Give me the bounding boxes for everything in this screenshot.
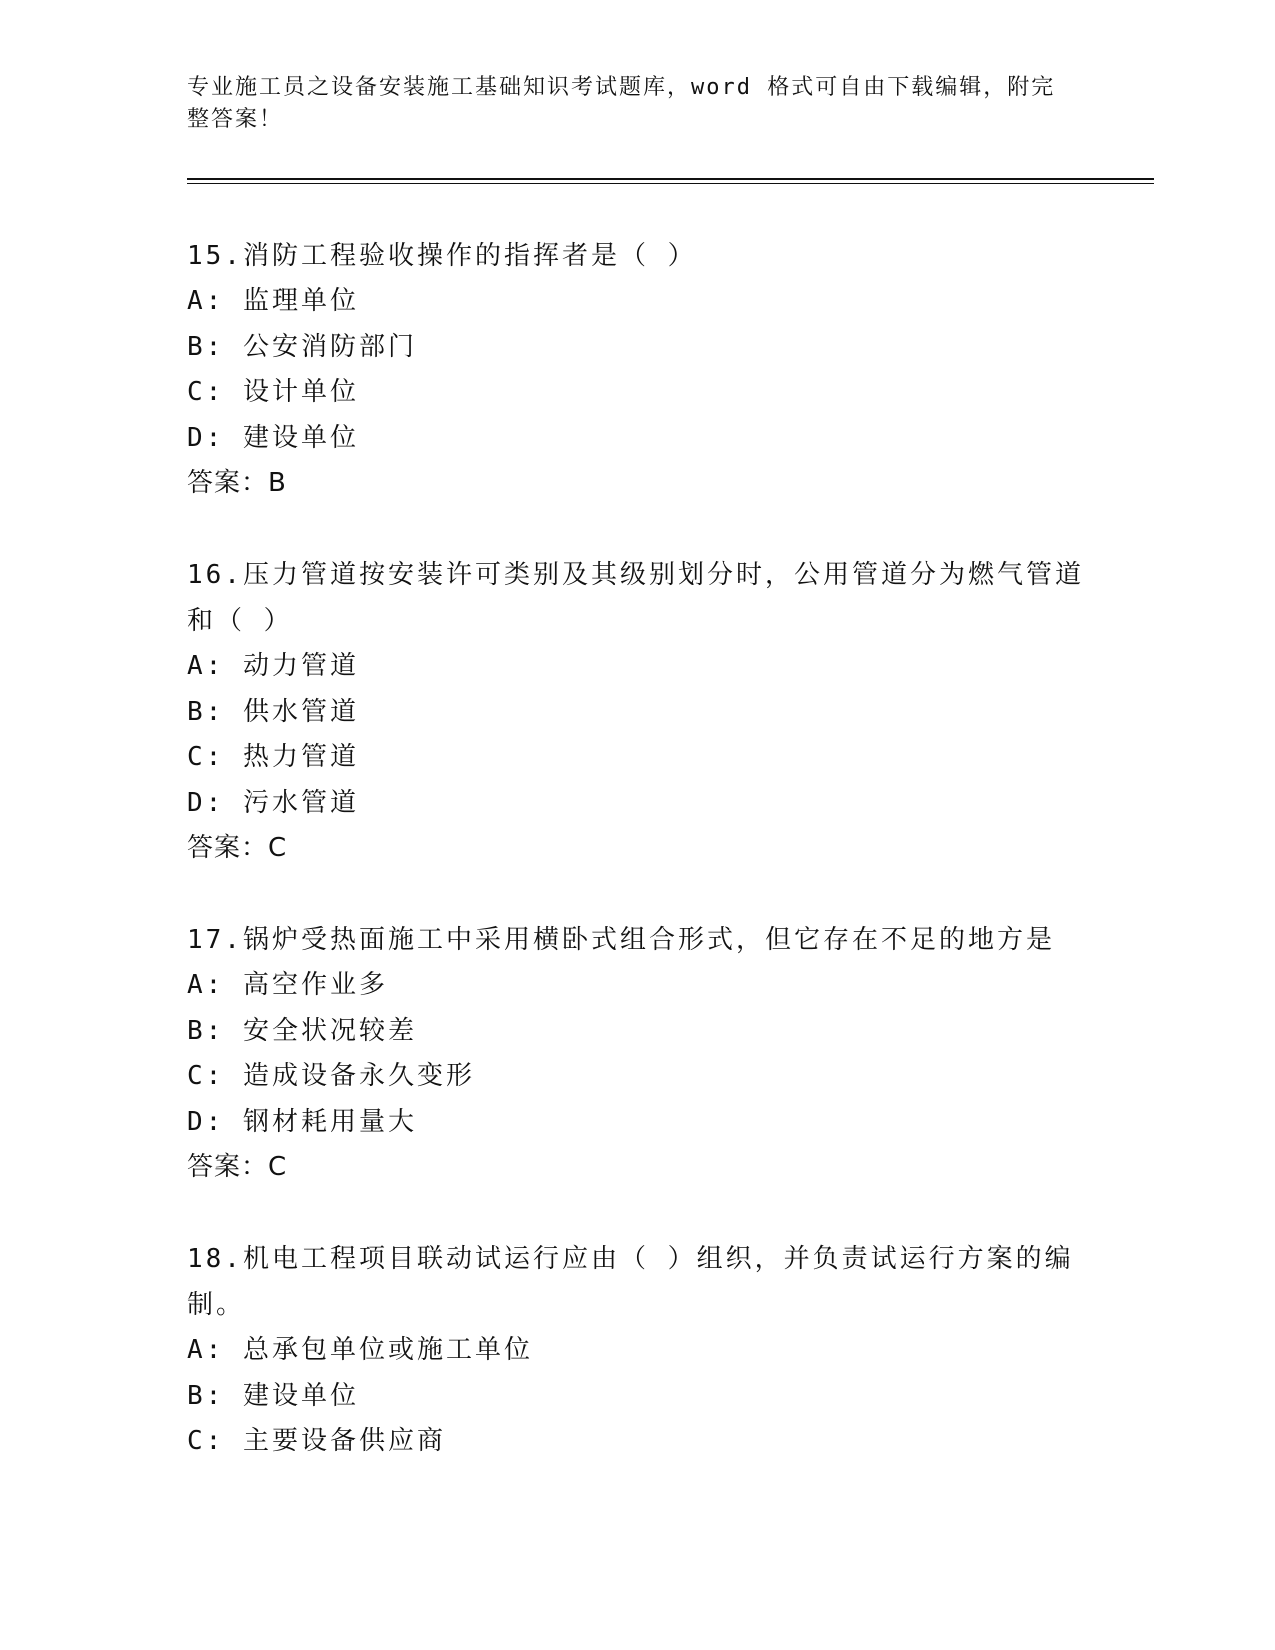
option-b: B: 供水管道 [187, 696, 359, 727]
document-header: 专业施工员之设备安装施工基础知识考试题库，word 格式可自由下载编辑，附完整答案！ [187, 75, 1056, 132]
question-16 [187, 552, 1087, 871]
option-d: D: 污水管道 [187, 787, 359, 818]
option-c: C: 造成设备永久变形 [187, 1061, 475, 1091]
answer-line: 答案：C [187, 1152, 288, 1182]
option-a: A: 总承包单位或施工单位 [187, 1335, 533, 1365]
option-a: A: 动力管道 [187, 651, 359, 681]
answer-line: 答案：C [187, 833, 288, 863]
question-stem: 15.消防工程验收操作的指挥者是（ ） [187, 241, 697, 271]
question-stem: 16.压力管道按安装许可类别及其级别划分时，公用管道分为燃气管道和（ ） [187, 560, 1084, 636]
option-c: C: 设计单位 [187, 377, 359, 407]
option-b: B: 公安消防部门 [187, 331, 417, 362]
question-15 [187, 233, 1087, 506]
header-divider-thin [187, 183, 1154, 184]
option-b: B: 建设单位 [187, 1380, 359, 1411]
option-a: A: 高空作业多 [187, 970, 388, 1000]
option-c: C: 热力管道 [187, 742, 359, 772]
option-d: D: 钢材耗用量大 [187, 1106, 417, 1137]
question-18 [187, 1236, 1087, 1465]
option-b: B: 安全状况较差 [187, 1015, 417, 1046]
question-list [187, 233, 1087, 1511]
option-a: A: 监理单位 [187, 286, 359, 316]
question-stem: 18.机电工程项目联动试运行应由（ ）组织，并负责试运行方案的编制。 [187, 1244, 1074, 1320]
question-stem: 17.锅炉受热面施工中采用横卧式组合形式，但它存在不足的地方是 [187, 925, 1055, 955]
option-c: C: 主要设备供应商 [187, 1426, 446, 1456]
question-17 [187, 917, 1087, 1190]
option-d: D: 建设单位 [187, 422, 359, 453]
header-divider-thick [187, 178, 1154, 180]
answer-line: 答案：B [187, 468, 287, 498]
